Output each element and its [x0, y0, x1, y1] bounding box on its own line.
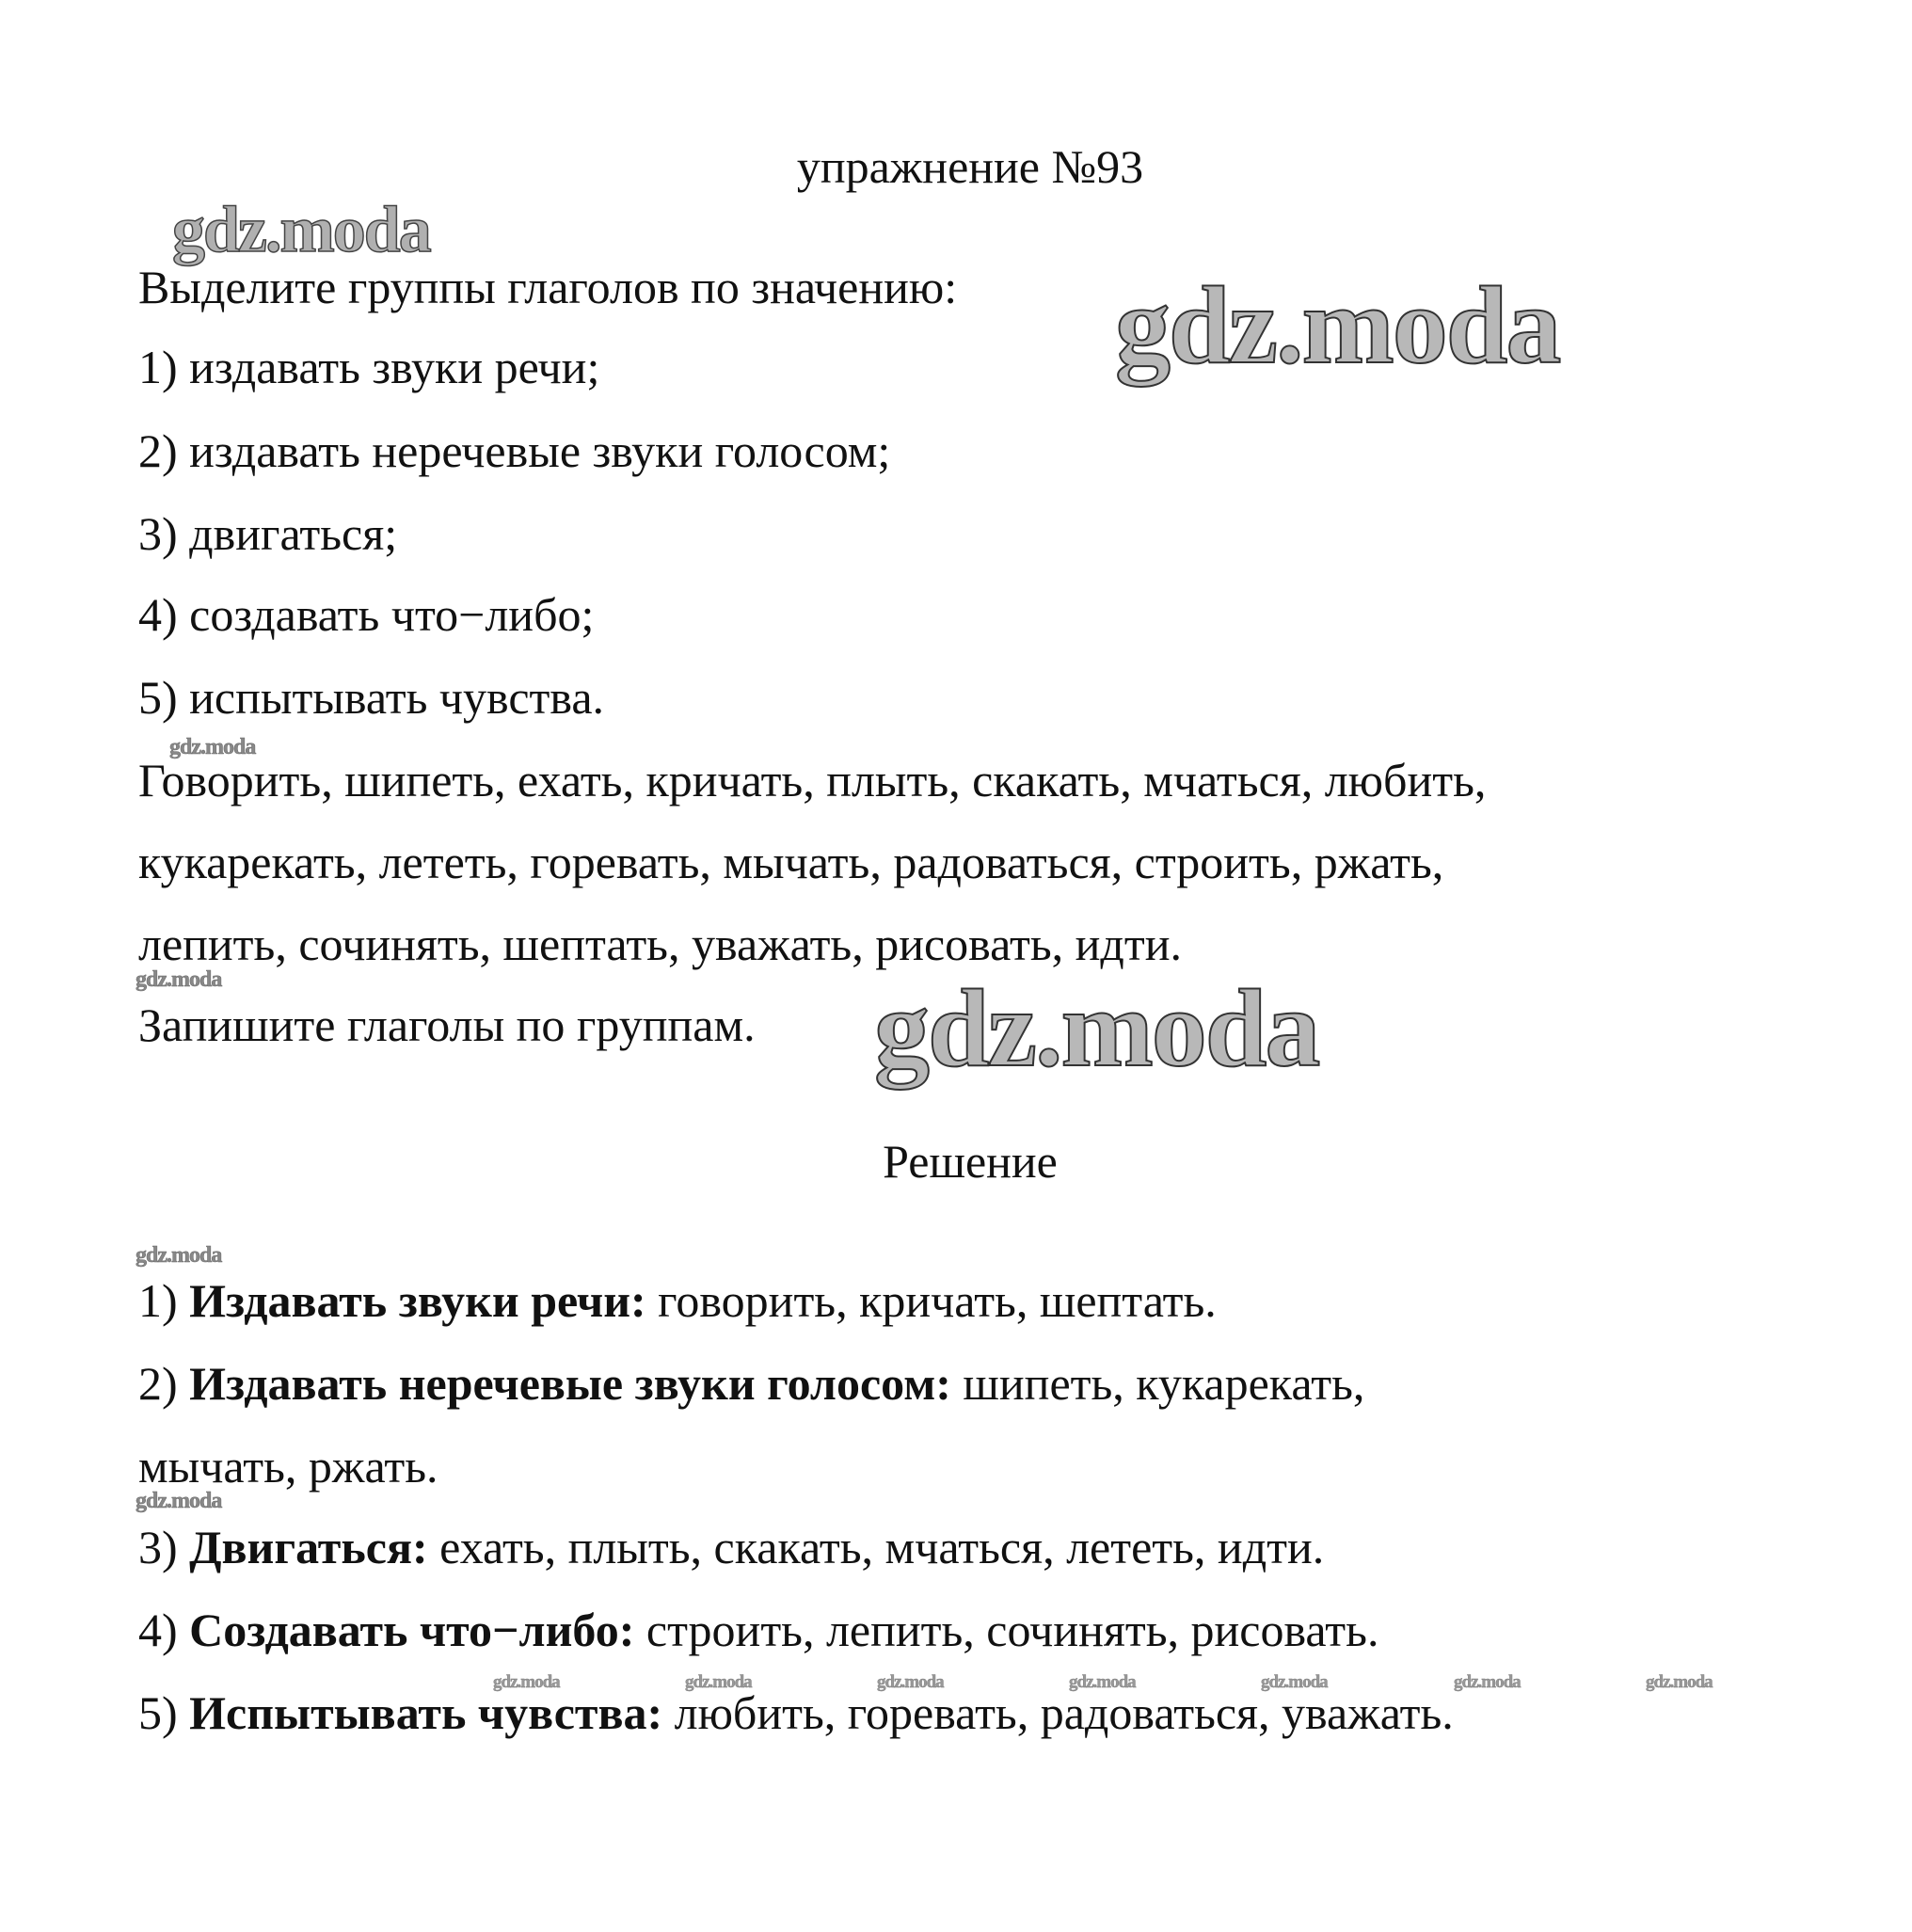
watermark: gdz.moda — [685, 1672, 752, 1692]
watermark: gdz.moda — [172, 194, 430, 266]
answer-label: Издавать звуки речи: — [189, 1274, 646, 1327]
watermark: gdz.moda — [135, 1489, 222, 1513]
answer-label: Испытывать чувства: — [189, 1686, 663, 1739]
answer-num: 3) — [138, 1521, 190, 1573]
group-item: 4) создавать что−либо; — [138, 588, 595, 641]
answer-words: говорить, кричать, шептать. — [645, 1274, 1217, 1327]
watermark: gdz.moda — [1069, 1672, 1136, 1692]
watermark: gdz.moda — [169, 735, 256, 759]
watermark: gdz.moda — [493, 1672, 560, 1692]
watermark: gdz.moda — [1115, 263, 1560, 387]
answer-words: шипеть, кукарекать, — [950, 1357, 1365, 1410]
watermark: gdz.moda — [1454, 1672, 1521, 1692]
answer-2 — [138, 1355, 1364, 1412]
words-line: кукарекать, лететь, горевать, мычать, радоваться, строить, ржать, — [138, 836, 1444, 888]
answer-4 — [138, 1602, 1378, 1658]
watermark: gdz.moda — [135, 967, 222, 992]
answer-3 — [138, 1519, 1324, 1575]
answer-num: 2) — [138, 1357, 190, 1410]
answer-num: 4) — [138, 1604, 190, 1656]
answer-num: 1) — [138, 1274, 190, 1327]
group-item: 2) издавать неречевые звуки голосом; — [138, 424, 891, 477]
solution-heading: Решение — [883, 1135, 1058, 1188]
answer-2-continuation: мычать, ржать. — [138, 1440, 438, 1493]
task-intro: Выделите группы глаголов по значению: — [138, 261, 958, 313]
answer-5 — [138, 1685, 1454, 1741]
group-item: 1) издавать звуки речи; — [138, 341, 600, 393]
answer-num: 5) — [138, 1686, 190, 1739]
words-line: Говорить, шипеть, ехать, кричать, плыть, скакать, мчаться, любить, — [138, 754, 1487, 806]
answer-1 — [138, 1272, 1217, 1329]
answer-words: строить, лепить, сочинять, рисовать. — [634, 1604, 1379, 1656]
answer-label: Создавать что−либо: — [189, 1604, 635, 1656]
watermark: gdz.moda — [877, 1672, 944, 1692]
group-item: 3) двигаться; — [138, 507, 398, 560]
group-item: 5) испытывать чувства. — [138, 671, 605, 724]
task-instruction: Запишите глаголы по группам. — [138, 998, 756, 1051]
watermark: gdz.moda — [1261, 1672, 1328, 1692]
watermark: gdz.moda — [874, 966, 1319, 1090]
answer-label: Двигаться: — [189, 1521, 428, 1573]
answer-label: Издавать неречевые звуки голосом: — [189, 1357, 951, 1410]
words-line: лепить, сочинять, шептать, уважать, рисовать, идти. — [138, 918, 1182, 970]
watermark: gdz.moda — [135, 1243, 222, 1268]
answer-words: ехать, плыть, скакать, мчаться, лететь, идти. — [427, 1521, 1325, 1573]
watermark: gdz.moda — [1646, 1672, 1713, 1692]
answer-words: любить, горевать, радоваться, уважать. — [662, 1686, 1454, 1739]
exercise-title: упражнение №93 — [796, 140, 1144, 193]
